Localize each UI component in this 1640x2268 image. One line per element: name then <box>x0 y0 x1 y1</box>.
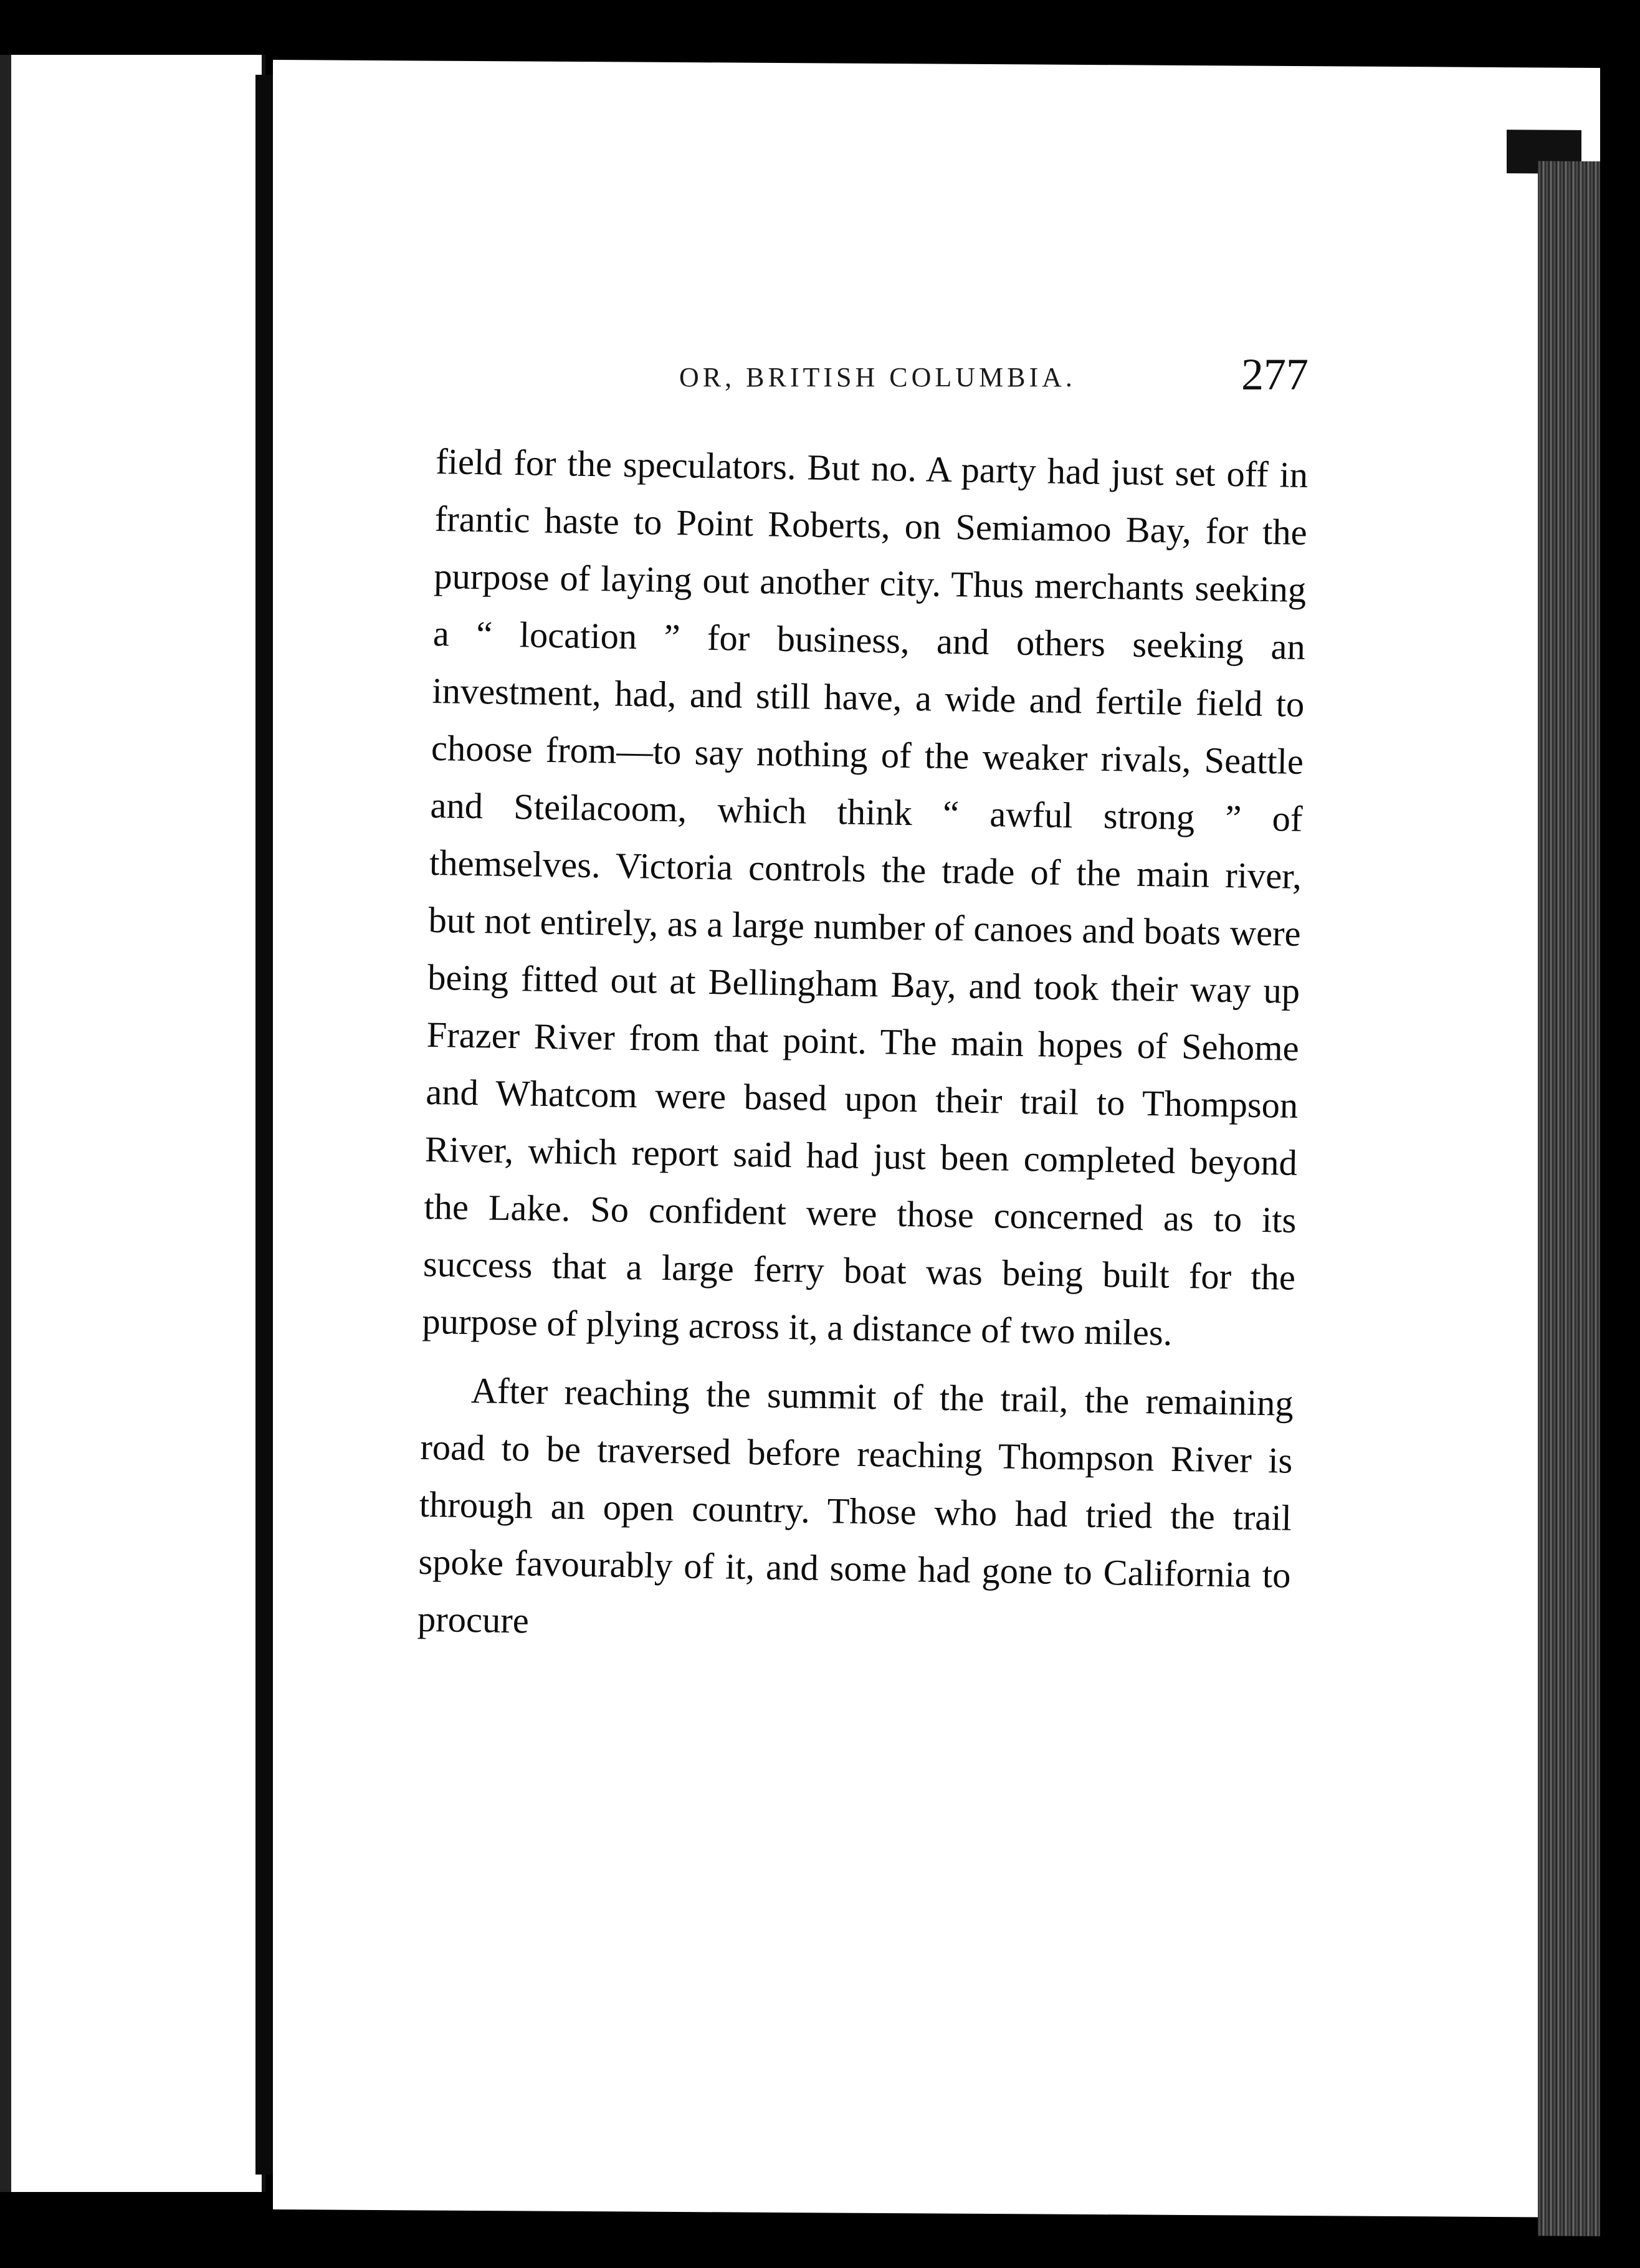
page-number: 277 <box>1241 350 1309 399</box>
left-page-edge <box>0 55 11 2192</box>
paragraph: field for the speculators. But no. A party had just set off in frantic haste to Point Roberts, on Semiamoo Bay, for the purpose of laying out another city. Thus merchants seeking a “ location ” for business, and others seeking an investment, had, and still have, a wide and fertile field to choose from—to say nothing of the weaker rivals, Seattle and Steilacoom, which think “ awful strong ” of themselves. Victoria controls the trade of the main river, but not entirely, as a large number of canoes and boats were being fitted out at Bellingham Bay, and took their way up Frazer River from that point. The main hopes of Sehome and Whatcom were based upon their trail to Thompson River, which report said had just been completed beyond the Lake. So confident were those concerned as to its success that a large ferry boat was being built for the purpose of plying across it, a distance of two miles. <box>422 441 1309 1353</box>
body-text <box>417 433 1308 1662</box>
book-gutter <box>255 75 273 2175</box>
running-head: OR, BRITISH COLUMBIA. <box>679 362 1076 393</box>
page-edge-stack <box>1538 161 1600 2236</box>
left-facing-page <box>0 55 265 2192</box>
paragraph: After reaching the summit of the trail, the remaining road to be traversed before reaching Thompson River is through an open country. Those who had tried the trail spoke favourably of it, and some had gone to California to procure <box>417 1370 1294 1641</box>
page-header <box>405 349 1309 405</box>
